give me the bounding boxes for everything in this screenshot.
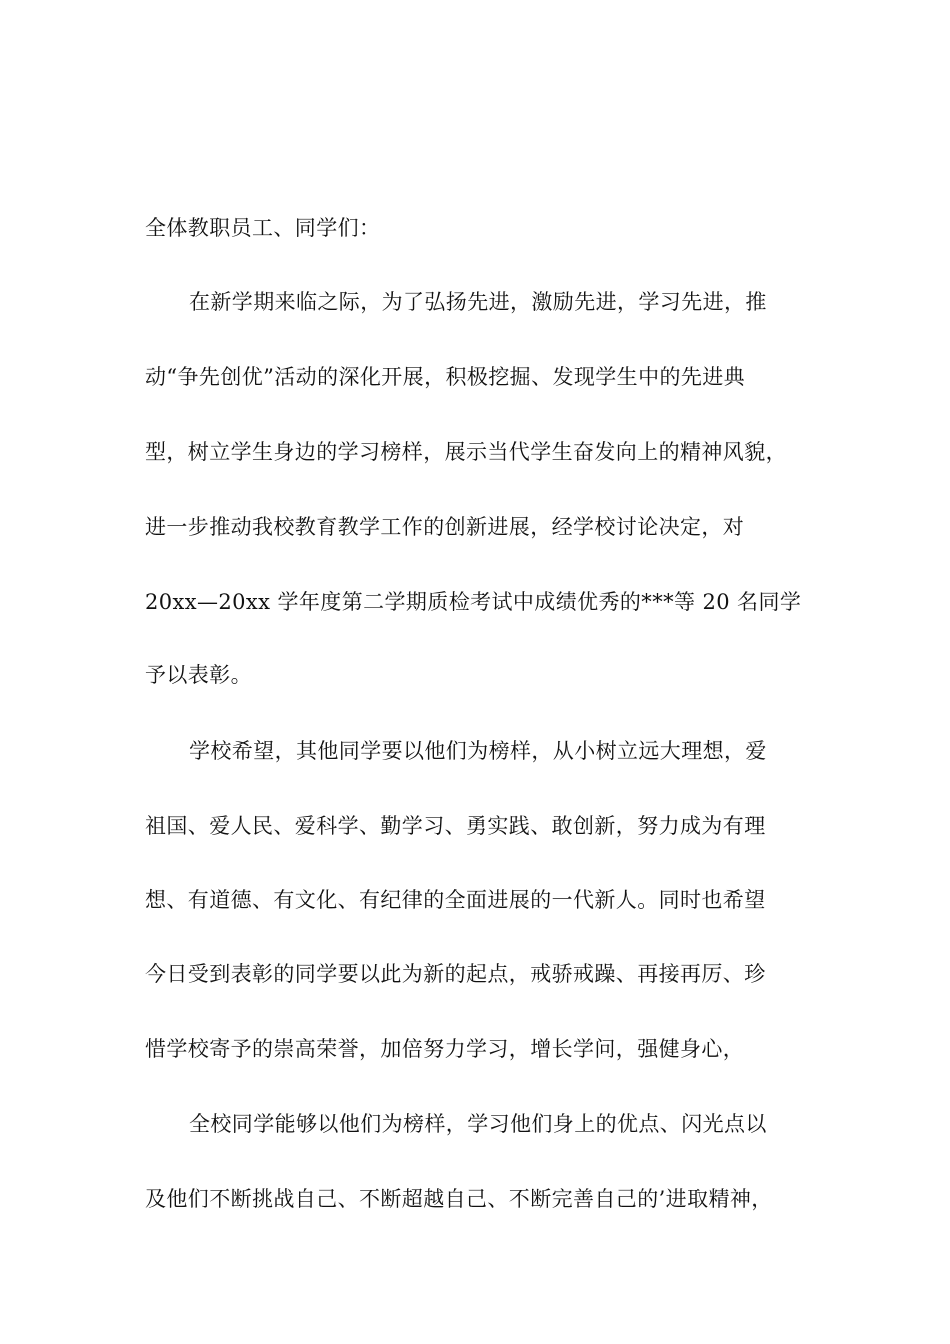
paragraph-line: 在新学期来临之际，为了弘扬先进，激励先进，学习先进，推: [189, 290, 767, 314]
paragraph-line: 及他们不断挑战自己、不断超越自己、不断完善自己的’进取精神，: [145, 1187, 773, 1211]
paragraph-line: 学校希望，其他同学要以他们为榜样，从小树立远大理想，爱: [189, 739, 767, 763]
paragraph-line: 进一步推动我校教育教学工作的创新进展，经学校讨论决定，对: [145, 515, 745, 539]
paragraph-line: 祖国、爱人民、爱科学、勤学习、勇实践、敢创新，努力成为有理: [145, 814, 766, 838]
paragraph-line: 全校同学能够以他们为榜样，学习他们身上的优点、闪光点以: [189, 1112, 767, 1136]
paragraph-line: 型，树立学生身边的学习榜样，展示当代学生奋发向上的精神风貌，: [145, 440, 787, 464]
paragraph-line: 惜学校寄予的崇高荣誉，加倍努力学习，增长学问，强健身心，: [145, 1037, 745, 1061]
paragraph-line: 想、有道德、有文化、有纪律的全面进展的一代新人。同时也希望: [145, 888, 766, 912]
paragraph-line: 动“争先创优”活动的深化开展，积极挖掘、发现学生中的先进典: [145, 365, 746, 389]
paragraph-line: 予以表彰。: [145, 663, 252, 687]
paragraph-line: 20xx—20xx 学年度第二学期质检考试中成绩优秀的***等 20 名同学: [145, 590, 802, 614]
paragraph-line: 今日受到表彰的同学要以此为新的起点，戒骄戒躁、再接再厉、珍: [145, 962, 766, 986]
salutation: 全体教职员工、同学们：: [145, 216, 381, 240]
